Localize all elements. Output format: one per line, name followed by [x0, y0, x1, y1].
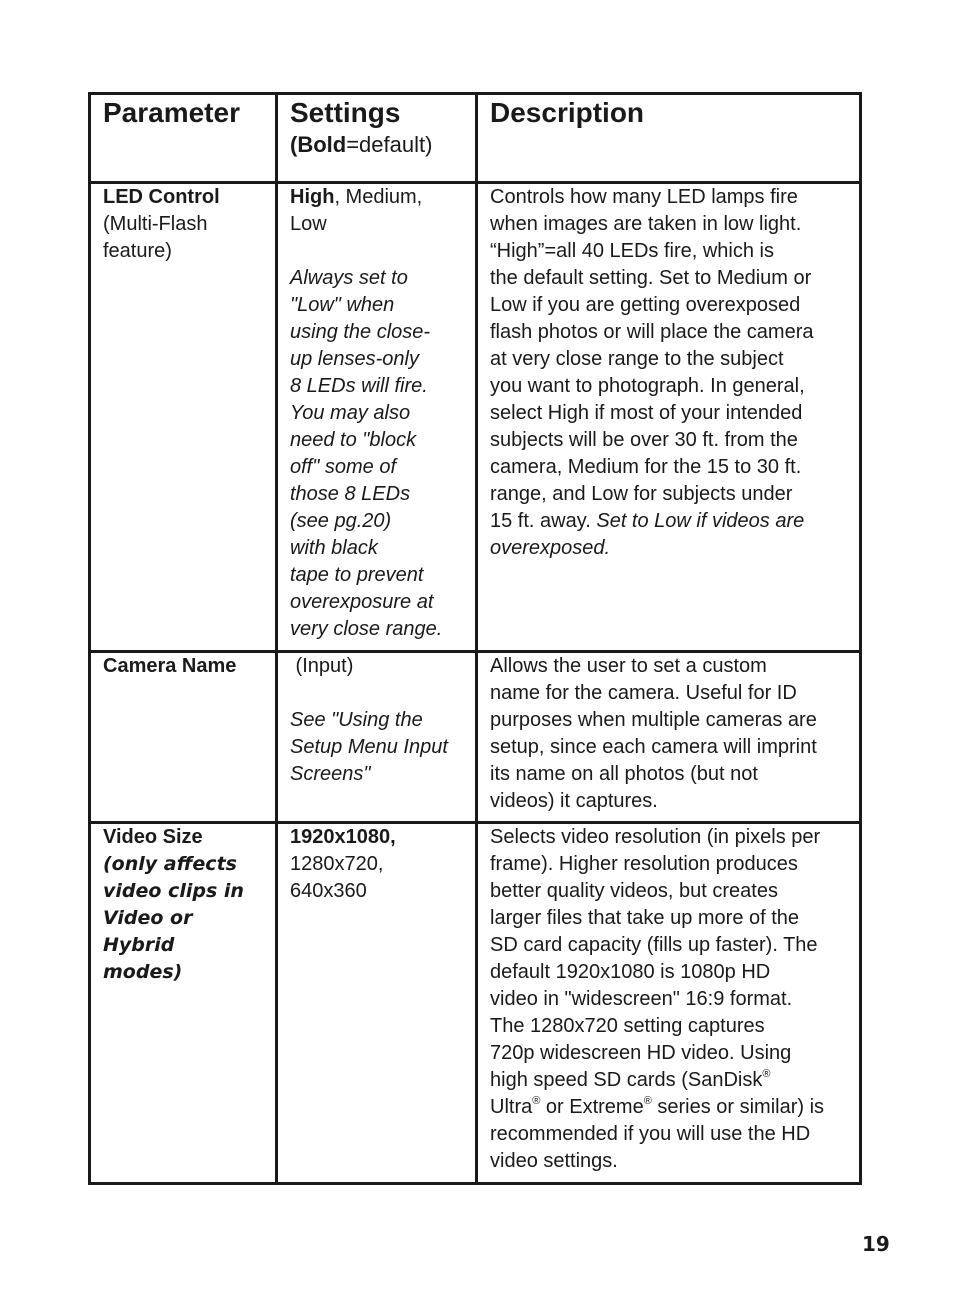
description-after-extreme: series or similar) is — [651, 1096, 825, 1118]
settings-note-line: tape to prevent — [290, 564, 424, 586]
description-line: setup, since each camera will imprint — [490, 736, 817, 758]
page-number: 19 — [862, 1232, 890, 1256]
settings-note-line: (see pg.20) — [290, 510, 392, 532]
parameter-name: Camera Name — [103, 655, 237, 677]
description-cell — [477, 652, 861, 823]
description-line: frame). Higher resolution produces — [490, 853, 798, 875]
parameter-cell — [90, 183, 277, 652]
header-parameter — [90, 94, 277, 183]
registered-mark: ® — [762, 1068, 771, 1080]
description-line: name for the camera. Useful for ID — [490, 682, 797, 704]
description-line: you want to photograph. In general, — [490, 375, 805, 397]
header-description-label: Description — [490, 97, 645, 128]
settings-default: 1920x1080, — [290, 826, 396, 848]
settings-note-line: need to "block — [290, 429, 417, 451]
parameter-note-line: video clips in — [103, 880, 244, 902]
description-line: default 1920x1080 is 1080p HD — [490, 961, 771, 983]
parameters-table — [88, 92, 862, 1185]
settings-note-line: with black — [290, 537, 378, 559]
settings-sub-rest: =default) — [346, 132, 433, 157]
settings-note-line: using the close- — [290, 321, 431, 343]
parameter-name: LED Control — [103, 186, 220, 208]
parameter-note-line: feature) — [103, 240, 172, 262]
header-description — [477, 94, 861, 183]
settings-options-2: Low — [290, 213, 327, 235]
description-line: larger files that take up more of the — [490, 907, 800, 929]
description-line: select High if most of your intended — [490, 402, 803, 424]
description-line: range, and Low for subjects under — [490, 483, 793, 505]
description-line: recommended if you will use the HD — [490, 1123, 811, 1145]
description-line: purposes when multiple cameras are — [490, 709, 817, 731]
header-parameter-label: Parameter — [103, 97, 240, 128]
settings-option: 1280x720, — [290, 853, 384, 875]
parameter-cell — [90, 823, 277, 1184]
registered-mark: ® — [532, 1095, 541, 1107]
description-line: 720p widescreen HD video. Using — [490, 1042, 792, 1064]
table-row — [90, 183, 861, 652]
description-cell — [477, 823, 861, 1184]
description-line: Allows the user to set a custom — [490, 655, 767, 677]
settings-note-line: Screens" — [290, 763, 371, 785]
parameter-cell — [90, 652, 277, 823]
settings-cell — [277, 823, 477, 1184]
description-cell — [477, 183, 861, 652]
description-italic-end: overexposed. — [490, 537, 611, 559]
settings-note-line: up lenses-only — [290, 348, 419, 370]
description-line: SD card capacity (fills up faster). The — [490, 934, 818, 956]
description-italic: Set to Low if videos are — [596, 510, 805, 532]
parameter-note-line: (only affects — [103, 853, 237, 875]
settings-default: High — [290, 186, 335, 208]
settings-sub-bold: (Bold — [290, 132, 347, 157]
settings-note-line: off" some of — [290, 456, 397, 478]
table-row — [90, 823, 861, 1184]
parameter-note-line: (Multi-Flash — [103, 213, 208, 235]
description-line: Selects video resolution (in pixels per — [490, 826, 821, 848]
settings-note-line: You may also — [290, 402, 411, 424]
parameter-name: Video Size — [103, 826, 203, 848]
settings-options: , Medium, — [334, 186, 423, 208]
description-line: 15 ft. away. — [490, 510, 597, 532]
description-line: The 1280x720 setting captures — [490, 1015, 765, 1037]
description-or-extreme: or Extreme — [540, 1096, 644, 1118]
settings-note-line: those 8 LEDs — [290, 483, 411, 505]
settings-note-line: Setup Menu Input — [290, 736, 448, 758]
settings-note-line: Always set to — [290, 267, 408, 289]
settings-option: 640x360 — [290, 880, 367, 902]
description-line: better quality videos, but creates — [490, 880, 778, 902]
description-line: video settings. — [490, 1150, 618, 1172]
settings-note-line: overexposure at — [290, 591, 434, 613]
description-line: camera, Medium for the 15 to 30 ft. — [490, 456, 802, 478]
settings-note-line: very close range. — [290, 618, 443, 640]
settings-cell — [277, 183, 477, 652]
description-line: high speed SD cards (SanDisk — [490, 1069, 763, 1091]
parameter-note-line: modes) — [103, 961, 183, 983]
header-settings-subtitle — [290, 131, 465, 159]
header-settings — [277, 94, 477, 183]
description-line: Controls how many LED lamps fire — [490, 186, 798, 208]
settings-cell — [277, 652, 477, 823]
description-line: when images are taken in low light. — [490, 213, 802, 235]
settings-value: (Input) — [290, 655, 354, 677]
description-line: flash photos or will place the camera — [490, 321, 814, 343]
description-line: video in "widescreen" 16:9 format. — [490, 988, 793, 1010]
description-line: Low if you are getting overexposed — [490, 294, 801, 316]
description-line: “High”=all 40 LEDs fire, which is — [490, 240, 774, 262]
description-line: at very close range to the subject — [490, 348, 784, 370]
registered-mark: ® — [643, 1095, 652, 1107]
settings-note-line: "Low" when — [290, 294, 395, 316]
description-line: subjects will be over 30 ft. from the — [490, 429, 798, 451]
description-ultra: Ultra — [490, 1096, 533, 1118]
table-header-row — [90, 94, 861, 183]
parameter-note-line: Video or Hybrid — [103, 907, 193, 956]
table-row — [90, 652, 861, 823]
header-settings-label: Settings — [290, 97, 401, 128]
settings-note-line: See "Using the — [290, 709, 423, 731]
description-line: its name on all photos (but not — [490, 763, 758, 785]
description-line: videos) it captures. — [490, 790, 658, 812]
settings-note-line: 8 LEDs will fire. — [290, 375, 428, 397]
description-line: the default setting. Set to Medium or — [490, 267, 812, 289]
